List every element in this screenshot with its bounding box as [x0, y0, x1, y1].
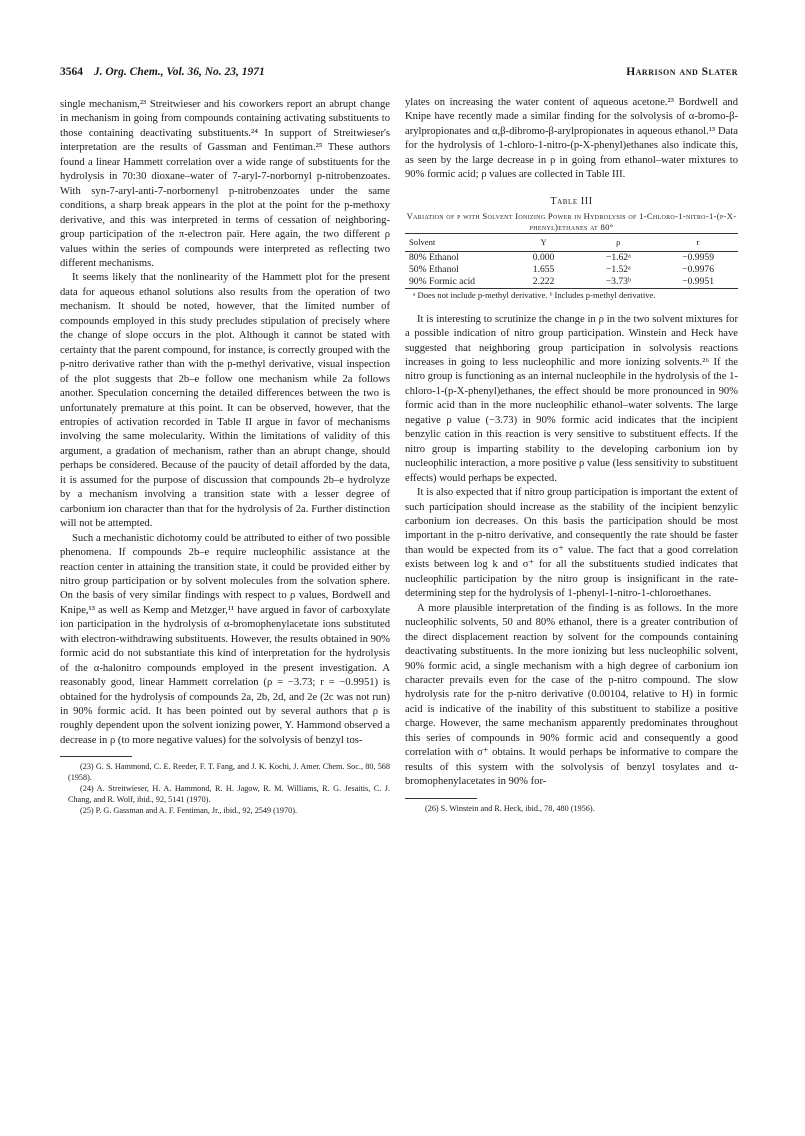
- table-cell: 2.222: [509, 276, 579, 289]
- table-caption: Variation of ρ with Solvent Ionizing Power in Hydrolysis of 1-Chloro-1-nitro-1-(p-X-phenyl)ethanes at 80°: [406, 211, 737, 233]
- paragraph: It seems likely that the nonlinearity of the Hammett plot for the present data for aqueous ethanol solutions also results from the operation of two mechanism. It should be noted, however, that the limited number of compounds employed in this study precludes stipulation of precisely where the change of slope occurs in the plot. Although it cannot be stated with certainty that the parent compound, for instance, is correctly grouped with the p-nitro derivative rather than with the p-methyl derivative, visual inspection of the plot suggests that 2b–e follow one mechanism while 2a follows another. Speculation concerning the detailed differences between the two is unfortunately premature at this point. It can be observed, however, that the entropies of activation recorded in Table II argue in favor of mechanisms involving the same molecularity. Within the limitations of validity of this argument, a gradation of mechanism, rather than an abrupt change, should perhaps be considered. Because of the paucity of detail afforded by the data, it is assumed for the purpose of discussion that compounds 2b–e hydrolyze by a mechanism involving a transition state with a lesser degree of carbonium ion character than that for the hydrolysis of 2a. Further distinction will not be attempted.: [60, 272, 390, 530]
- column-header: Solvent: [405, 234, 509, 251]
- paragraph: Such a mechanistic dichotomy could be attributed to either of two possible phenomena. If compounds 2b–e require nucleophilic assistance at the reaction center in attaining the transition state, it could be provided either by nitro group participation or by solvent molecules from the solvation sphere. On the basis of very similar findings with respect to ρ values, Bordwell and Knipe,¹³ as well as Kemp and Metzger,¹¹ have argued in favor of carboxylate ion participation in the hydrolysis of α-bromophenylacetate ions substituted with electron-withdrawing substituents. However, the results obtained in 90% formic acid do not substantiate this kind of interpretation for the hydrolysis of the α-halonitro compounds employed in the present investigation. A reasonably good, linear Hammett correlation (ρ = −3.73; r = −0.9951) is obtained for the hydrolysis of compounds 2a, 2b, 2d, and 2e (2c was not run) in 90% formic acid. It has been pointed out by several authors that ρ is roughly dependent upon the solvent ionizing power, Y. Hammond observed a decrease in ρ (to more negative values) for the solvolysis of benzyl tos-: [60, 532, 390, 746]
- left-column: [60, 98, 390, 816]
- page-number: 3564: [60, 66, 83, 78]
- paragraph: ylates on increasing the water content of aqueous acetone.²³ Bordwell and Knipe have recently made a similar finding for the solvolysis of α-bromo-β-arylpropionates and α,β-dibromo-β-arylpropionates in aqueous ethanol.¹³ Data for the hydrolysis of 1-chloro-1-nitro-(p-X-phenyl)ethanes also indicate this, as seen by the large decrease in ρ in going from ethanol–water mixtures to 90% formic acid; ρ values are collected in Table III.: [405, 97, 738, 181]
- table-cell: −0.9959: [682, 251, 714, 263]
- table-cell: 50% Ethanol: [409, 263, 459, 275]
- footnote: (23) G. S. Hammond, C. E. Reeder, F. T. Fang, and J. K. Kochi, J. Amer. Chem. Soc., 80, 568 (1958).: [68, 762, 390, 783]
- column-header: ρ: [578, 234, 658, 251]
- running-header: [60, 66, 738, 82]
- table-cell: −0.9976: [682, 263, 714, 275]
- table-row: [405, 276, 738, 289]
- column-header: r: [658, 234, 738, 251]
- paragraph: It is interesting to scrutinize the change in ρ in the two solvent mixtures for a possible indication of nitro group participation. Winstein and Heck have suggested that neighboring group participation in solvolysis reactions increases in going to less nucleophilic and more ionizing solvents.²⁶ If the nitro group is functioning as an internal nucleophile in the hydrolysis of the 1-chloro-1-(p-X-phenyl)ethanes, the effect should be more pronounced in 90% formic acid than in the more nucleophilic ethanol–water solvents. The large negative ρ value (−3.73) in 90% formic acid indicates that the incipient benzylic cation in this reaction is very sensitive to substituent effects. If the nitro group is imparting stability to the developing carbonium ion by nucleophilic interaction, a more positive ρ value (less sensitivity to substituent effects) would perhaps be expected.: [405, 313, 738, 484]
- table-cell: 1.655: [532, 263, 555, 275]
- running-authors: Harrison and Slater: [626, 66, 738, 78]
- table-cell: −1.62ᵃ: [605, 251, 631, 263]
- table-cell: −1.52ᵃ: [605, 263, 631, 275]
- table-cell: 90% Formic acid: [405, 276, 509, 289]
- table-cell: 0.000: [532, 251, 555, 263]
- footnote: (26) S. Winstein and R. Heck, ibid., 78, 480 (1956).: [425, 803, 595, 813]
- right-column: [405, 96, 738, 814]
- table-cell: 80% Ethanol: [409, 251, 459, 263]
- paragraph: single mechanism,²³ Streitwieser and his coworkers report an abrupt change in mechanism in going from compounds containing activating substituents to those containing deactivating substituents.²⁴ In support of Streitwieser's interpretation are the results of Gassman and Fentiman.²⁵ These authors found a linear Hammett correlation over a wide range of substituents for the hydrolysis in 70:30 dioxane–water of 7-aryl-7-norbornyl p-nitrobenzoates. With syn-7-aryl-anti-7-norbornenyl p-nitrobenzoates under the same conditions, a sharp break appears in the plot at the point for the p-methoxy derivative, and this was interpreted in terms of cessation of neighboring-group participation of the π-electron pair. Here again, the two different ρ values within the series of compounds were interpreted as reflecting two different mechanisms.: [60, 99, 390, 269]
- table-title: Table III: [550, 195, 593, 207]
- data-table: [405, 233, 738, 288]
- paragraph: A more plausible interpretation of the finding is as follows. In the more nucleophilic solvents, 50 and 80% ethanol, there is a greater contribution of the direct displacement reaction by solvent for the compounds containing deactivating substituents. In the more ionizing but less nucleophilic solvent, 90% formic acid, a single mechanism with a high degree of carbonium ion character prevails even for the case of the p-nitro compound. The slow hydrolysis rate for the p-nitro derivative (0.00104, relative to H) in formic acid is indicative of the inability of this substituent to stabilize a positive charge. However, the same mechanism apparently predominates throughout this series of compounds in 90% formic acid and consequently a good correlation with σ⁺ obtains. It would perhaps be informative to compare the results of this system with the solvolysis of benzyl tosylates and α-bromophenylacetates in 90% for-: [405, 602, 738, 788]
- table-cell: −3.73ᵇ: [578, 276, 658, 289]
- table-row: [405, 264, 738, 276]
- table-header-row: [405, 234, 738, 251]
- table-iii: [405, 195, 738, 301]
- footnote: (24) A. Streitwieser, H. A. Hammond, R. H. Jagow, R. M. Williams, R. G. Jesaitis, C. J. Chang, and R. Wolf, ibid., 92, 5141 (1970).: [68, 784, 390, 805]
- footnote-rule: [60, 756, 132, 757]
- footnote-rule: [405, 798, 477, 799]
- table-row: [405, 251, 738, 264]
- footnote: (25) P. G. Gassman and A. F. Fentiman, Jr., ibid., 92, 2549 (1970).: [80, 806, 297, 816]
- table-footnote: ᵃ Does not include p-methyl derivative. ᵇ Includes p-methyl derivative.: [413, 289, 656, 300]
- table-cell: −0.9951: [658, 276, 738, 289]
- paragraph: It is also expected that if nitro group participation is important the extent of such participation should increase as the stability of the incipient benzylic carbonium ion decreases. On this basis the participation should be most important in the p-nitro derivative, and consequently the rate should be faster than would be expected from its σ⁺ value. The fact that a good correlation exists between log k and σ⁺ for all the substituents studied indicates that nucleophilic participation by the nitro group is insignificant in the rate-determining step for the hydrolysis of 1-phenyl-1-nitro-1-chloroethanes.: [405, 487, 738, 600]
- column-header: Y: [509, 234, 579, 251]
- journal-citation: J. Org. Chem., Vol. 36, No. 23, 1971: [93, 66, 265, 78]
